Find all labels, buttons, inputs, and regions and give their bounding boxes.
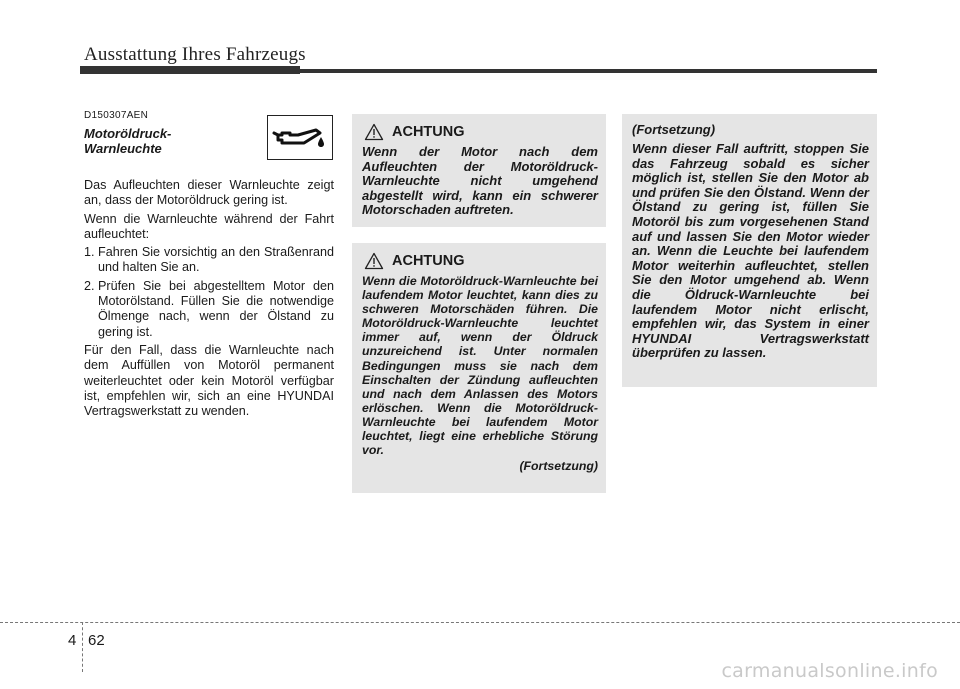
oil-pressure-warning-icon-box xyxy=(267,115,333,160)
body-paragraph-2: Wenn die Warnleuchte während der Fahrt aufleuchtet: xyxy=(84,211,334,241)
caution-box-3 xyxy=(622,114,877,387)
caution-heading-label: ACHTUNG xyxy=(392,124,465,140)
step-text: Prüfen Sie bei abgestelltem Motor den Motorölstand. Füllen Sie die notwendige Ölmenge nach, wenn der Ölstand zu gering ist. xyxy=(98,278,334,339)
step-text: Fahren Sie vorsichtig an den Straßenrand und halten Sie an. xyxy=(98,245,334,275)
caution-box-1 xyxy=(352,114,606,227)
step-item-1 xyxy=(84,245,334,276)
section-title xyxy=(84,126,244,156)
body-paragraph-3: Für den Fall, dass die Warnleuchte nach dem Auffüllen von Motoröl permanent weiterleuchtet oder kein Motoröl verfügbar ist, empfehlen wir, sich an eine HYUNDAI Vertragswerkstatt zu wenden. xyxy=(84,342,334,419)
page-header-title: Ausstattung Ihres Fahrzeugs xyxy=(84,44,306,65)
caution-heading xyxy=(364,251,598,271)
continued-label: (Fortsetzung) xyxy=(632,122,716,137)
footer-divider xyxy=(0,622,960,623)
warning-triangle-icon xyxy=(364,123,384,141)
continued-label: (Fortsetzung) xyxy=(519,459,598,474)
warning-triangle-icon xyxy=(364,252,384,270)
section-body xyxy=(84,178,334,419)
step-num: 2. xyxy=(84,278,95,293)
step-item-2 xyxy=(84,279,334,340)
section-title-line2: Warnleuchte xyxy=(84,141,162,156)
caution-heading xyxy=(364,122,598,142)
watermark: carmanualsonline.info xyxy=(721,660,938,682)
footer-vertical-divider xyxy=(82,622,83,672)
header-rule xyxy=(80,69,877,73)
chapter-number: 4 xyxy=(68,632,77,649)
caution-text: Wenn dieser Fall auftritt, stoppen Sie das Fahrzeug sobald es sicher möglich ist, stellen Sie den Motor ab und prüfen Sie den Ölstand. Wenn der Ölstand zu gering ist, füllen Sie Motoröl bis zum vorgesehenen Stand auf und lassen Sie den Motor wieder an. Wenn die Leuchte bei laufendem Motor weiterhin aufleuchtet, stellen Sie den Motor umgehend ab. Wenn die Öldruck-Warnleuchte bei laufendem Motor nicht erlischt, empfehlen wir, das System in einer HYUNDAI Vertragswerkstatt überprüfen zu lassen. xyxy=(632,141,869,361)
page-number: 62 xyxy=(88,632,105,649)
step-num: 1. xyxy=(84,245,95,260)
body-paragraph-1: Das Aufleuchten dieser Warnleuchte zeigt an, dass der Motoröldruck gering ist. xyxy=(84,178,334,208)
section-title-line1: Motoröldruck- xyxy=(84,126,172,141)
oil-can-icon xyxy=(268,116,331,158)
caution-text: Wenn die Motoröldruck-Warnleuchte bei laufendem Motor leuchtet, kann dies zu schweren Motorschäden führen. Die Motoröldruck-Warnleuchte leuchtet immer auf, wenn der Öldruck unzureichend ist. Unter normalen Bedingungen muss sie nach dem Einschalten der Zündung aufleuchten und nach dem Anlassen des Motors erlöschen. Wenn die Motoröldruck-Warnleuchte bei laufendem Motor leuchtet, liegt eine erhebliche Störung vor. xyxy=(362,274,598,458)
section-code: D150307AEN xyxy=(84,110,149,121)
caution-heading-label: ACHTUNG xyxy=(392,253,465,269)
caution-text: Wenn der Motor nach dem Aufleuchten der Motoröldruck-Warnleuchte nicht umgehend abgestellt wird, kann ein schwerer Motorschaden auftreten. xyxy=(362,144,598,218)
caution-box-2 xyxy=(352,243,606,493)
